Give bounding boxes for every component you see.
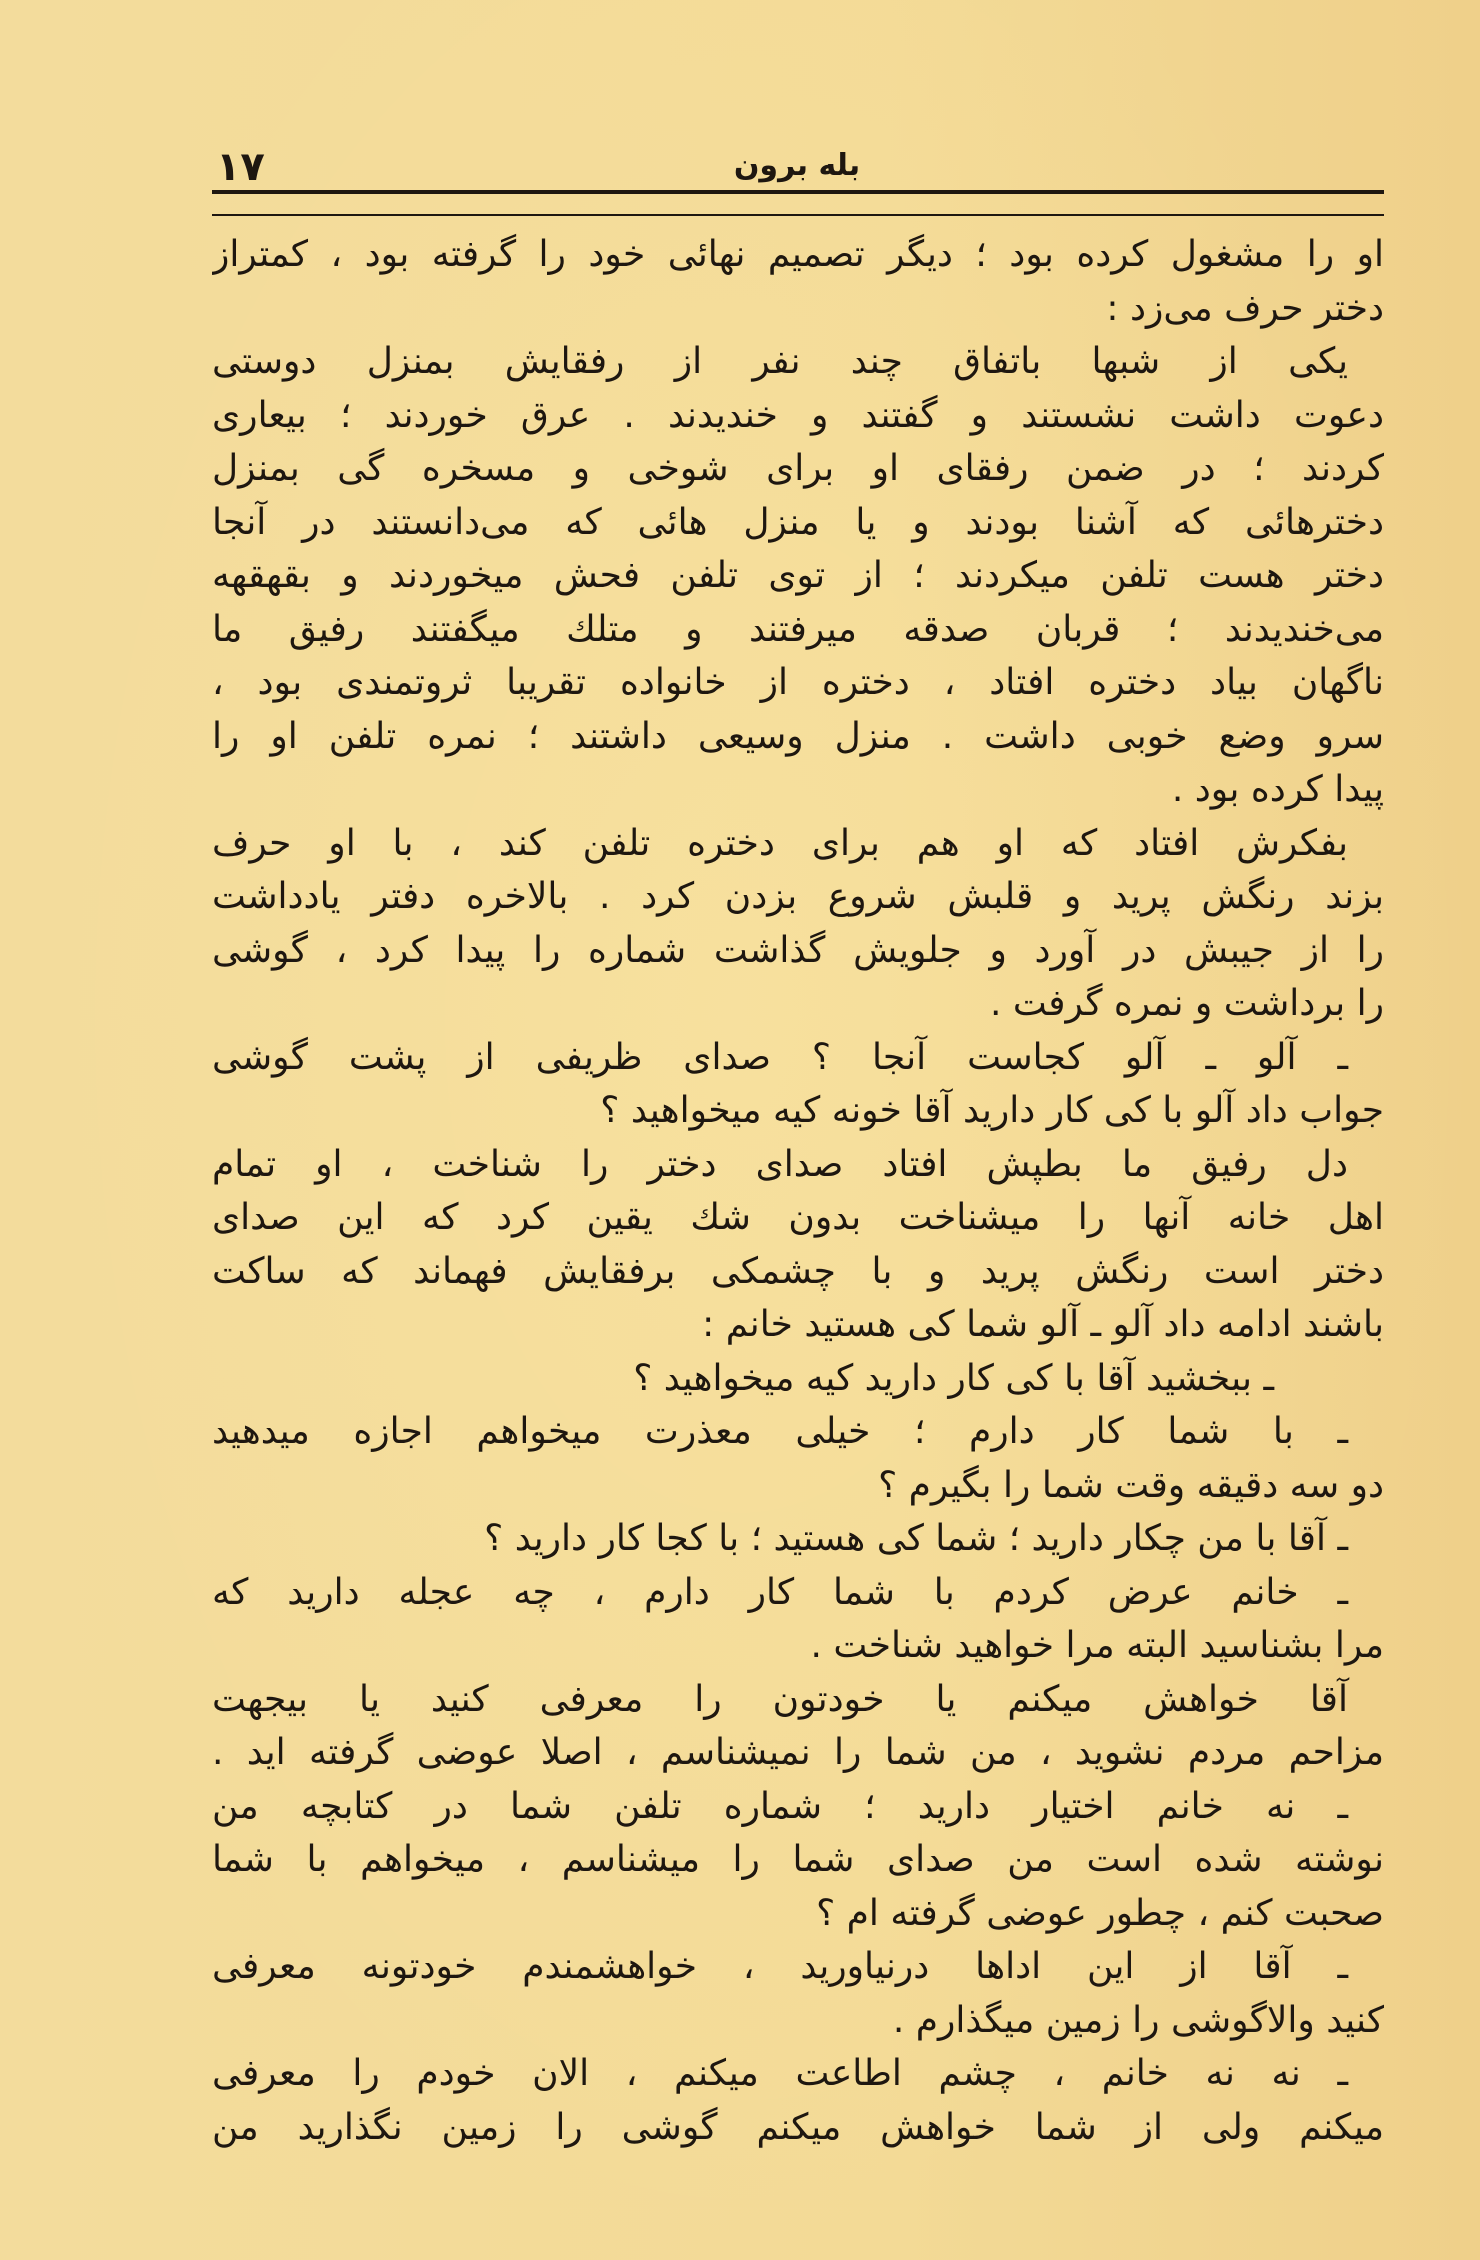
text-line: جواب داد آلو با کی کار دارید آقا خونه کیه میخواهید ؟	[600, 1090, 1384, 1131]
text-line: دعوت داشت نشستند و گفتند و خندیدند . عرق خوردند ؛ بیعاری	[212, 394, 1384, 436]
text-line: ـ با شما کار دارم ؛ خیلی معذرت میخواهم اجازه میدهید	[212, 1411, 1348, 1452]
text-line: مزاحم مردم نشوید ، من شما را نمیشناسم ، اصلا عوضی گرفته اید .	[212, 1732, 1384, 1773]
text-line: او را مشغول کرده بود ؛ دیگر تصمیم نهائی خود را گرفته بود ، کمتراز	[212, 234, 1384, 275]
text-line: دو سه دقیقه وقت شما را بگیرم ؟	[878, 1464, 1384, 1506]
text-line: کنید والاگوشی را زمین میگذارم .	[892, 1999, 1384, 2041]
header-rule-thin	[212, 214, 1384, 216]
page-header	[212, 142, 1382, 192]
running-title: بله برون	[733, 148, 861, 183]
text-line: ـ آقا از این اداها درنیاورید ، خواهشمندم خودتونه معرفی	[212, 1946, 1348, 1987]
text-line: پیدا کرده بود .	[1171, 769, 1384, 810]
text-line: می‌خندیدند ؛ قربان صدقه میرفتند و متلك میگفتند رفیق ما	[212, 608, 1384, 650]
text-line: ـ خانم عرض کردم با شما کار دارم ، چه عجله دارید که	[212, 1571, 1348, 1613]
text-line: ـ آقا با من چکار دارید ؛ شما کی هستید ؛ با کجا کار دارید ؟	[484, 1518, 1348, 1559]
text-line: سرو وضع خوبی داشت . منزل وسیعی داشتند ؛ نمره تلفن او را	[212, 715, 1384, 757]
text-line: دختر حرف می‌زد :	[1106, 287, 1384, 329]
text-line: دختر است رنگش پرید و با چشمکی برفقایش فهماند که ساکت	[212, 1250, 1384, 1292]
body-text	[212, 228, 1384, 2154]
text-line: دخترهائی که آشنا بودند و یا منزل هائی که می‌دانستند در آنجا	[212, 501, 1384, 543]
page-number: ۱۷	[216, 144, 265, 190]
text-line: دل رفیق ما بطپش افتاد صدای دختر را شناخت ، او تمام	[212, 1143, 1348, 1185]
text-line: را از جیبش در آورد و جلویش گذاشت شماره را پیدا کرد ، گوشی	[212, 929, 1384, 971]
text-line: یکی از شبها باتفاق چند نفر از رفقایش بمنزل دوستی	[212, 341, 1348, 382]
text-line: آقا خواهش میکنم یا خودتون را معرفی کنید یا بیجهت	[212, 1678, 1348, 1720]
text-line: کردند ؛ در ضمن رفقای او برای شوخی و مسخره گی بمنزل	[212, 448, 1384, 489]
text-line: ـ نه خانم اختیار دارید ؛ شماره تلفن شما در کتابچه من	[212, 1785, 1348, 1827]
text-line: ناگهان بیاد دختره افتاد ، دختره از خانواده تقریبا ثروتمندی بود ،	[212, 662, 1384, 703]
text-line: ـ آلو ـ آلو کجاست آنجا ؟ صدای ظریفی از پشت گوشی	[212, 1036, 1348, 1078]
text-line: بزند رنگش پرید و قلبش شروع بزدن کرد . بالاخره دفتر یادداشت	[212, 876, 1384, 917]
text-line: مرا بشناسید البته مرا خواهید شناخت .	[810, 1625, 1384, 1666]
text-line: بفکرش افتاد که او هم برای دختره تلفن کند ، با او حرف	[212, 822, 1348, 864]
header-rule-thick	[212, 190, 1384, 194]
text-line: صحبت کنم ، چطور عوضی گرفته ام ؟	[816, 1892, 1384, 1934]
text-line: باشند ادامه داد آلو ـ آلو شما کی هستید خانم :	[702, 1304, 1384, 1345]
text-line: دختر هست تلفن میکردند ؛ از توی تلفن فحش میخوردند و بقهقهه	[212, 555, 1384, 596]
text-line: ـ نه نه خانم ، چشم اطاعت میکنم ، الان خودم را معرفی	[212, 2053, 1348, 2094]
text-line: میکنم ولی از شما خواهش میکنم گوشی را زمین نگذارید من	[212, 2106, 1384, 2148]
text-line: نوشته شده است من صدای شما را میشناسم ، میخواهم با شما	[212, 1839, 1384, 1880]
text-line: ـ ببخشید آقا با کی کار دارید کیه میخواهید ؟	[633, 1357, 1274, 1399]
text-line: را برداشت و نمره گرفت .	[990, 983, 1384, 1024]
text-line: اهل خانه آنها را میشناخت بدون شك یقین کرد که این صدای	[212, 1197, 1384, 1238]
